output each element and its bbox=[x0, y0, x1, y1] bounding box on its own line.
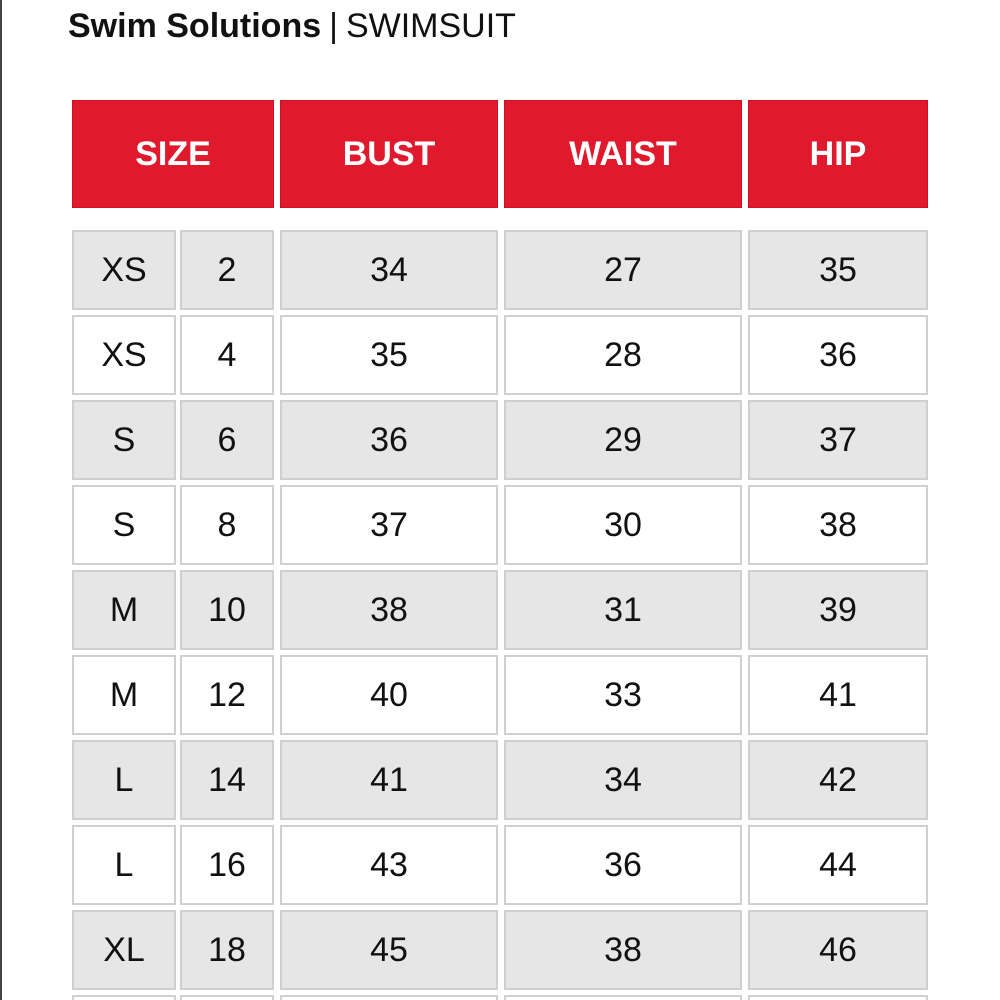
waist-cell: 30 bbox=[504, 485, 742, 565]
bust-cell: 34 bbox=[280, 230, 498, 310]
waist-cell: 29 bbox=[504, 400, 742, 480]
size-number-cell: 12 bbox=[180, 655, 274, 735]
column-header-size: SIZE bbox=[72, 100, 274, 208]
partial-cell bbox=[72, 995, 176, 1000]
bust-cell: 40 bbox=[280, 655, 498, 735]
partial-cell bbox=[748, 995, 928, 1000]
page-title bbox=[68, 4, 516, 48]
title-separator: | bbox=[329, 6, 338, 45]
table-row bbox=[72, 315, 932, 395]
table-row bbox=[72, 230, 932, 310]
column-header-hip: HIP bbox=[748, 100, 928, 208]
brand-name: Swim Solutions bbox=[68, 6, 322, 45]
bust-cell: 43 bbox=[280, 825, 498, 905]
size-letter-cell: M bbox=[72, 655, 176, 735]
size-letter-cell: XS bbox=[72, 315, 176, 395]
table-row bbox=[72, 570, 932, 650]
size-letter-cell: S bbox=[72, 485, 176, 565]
bust-cell: 38 bbox=[280, 570, 498, 650]
hip-cell: 36 bbox=[748, 315, 928, 395]
left-edge-line bbox=[0, 0, 2, 1000]
size-letter-cell: L bbox=[72, 740, 176, 820]
bust-cell: 41 bbox=[280, 740, 498, 820]
partial-cell bbox=[280, 995, 498, 1000]
size-number-cell: 6 bbox=[180, 400, 274, 480]
size-letter-cell: M bbox=[72, 570, 176, 650]
size-letter-cell: S bbox=[72, 400, 176, 480]
size-number-cell: 14 bbox=[180, 740, 274, 820]
table-row bbox=[72, 740, 932, 820]
size-number-cell: 4 bbox=[180, 315, 274, 395]
size-number-cell: 18 bbox=[180, 910, 274, 990]
table-row-partial bbox=[72, 995, 932, 1000]
table-row bbox=[72, 910, 932, 990]
waist-cell: 34 bbox=[504, 740, 742, 820]
column-header-waist: WAIST bbox=[504, 100, 742, 208]
product-type: SWIMSUIT bbox=[345, 6, 516, 45]
table-row bbox=[72, 400, 932, 480]
table-row bbox=[72, 485, 932, 565]
bust-cell: 36 bbox=[280, 400, 498, 480]
size-letter-cell: XL bbox=[72, 910, 176, 990]
size-number-cell: 8 bbox=[180, 485, 274, 565]
bust-cell: 37 bbox=[280, 485, 498, 565]
size-letter-cell: XS bbox=[72, 230, 176, 310]
hip-cell: 42 bbox=[748, 740, 928, 820]
bust-cell: 35 bbox=[280, 315, 498, 395]
partial-cell bbox=[504, 995, 742, 1000]
hip-cell: 35 bbox=[748, 230, 928, 310]
table-row bbox=[72, 655, 932, 735]
size-number-cell: 16 bbox=[180, 825, 274, 905]
size-letter-cell: L bbox=[72, 825, 176, 905]
table-row bbox=[72, 825, 932, 905]
hip-cell: 39 bbox=[748, 570, 928, 650]
waist-cell: 36 bbox=[504, 825, 742, 905]
hip-cell: 41 bbox=[748, 655, 928, 735]
hip-cell: 37 bbox=[748, 400, 928, 480]
hip-cell: 46 bbox=[748, 910, 928, 990]
waist-cell: 27 bbox=[504, 230, 742, 310]
waist-cell: 33 bbox=[504, 655, 742, 735]
hip-cell: 44 bbox=[748, 825, 928, 905]
size-number-cell: 2 bbox=[180, 230, 274, 310]
waist-cell: 31 bbox=[504, 570, 742, 650]
waist-cell: 38 bbox=[504, 910, 742, 990]
size-number-cell: 10 bbox=[180, 570, 274, 650]
column-header-bust: BUST bbox=[280, 100, 498, 208]
hip-cell: 38 bbox=[748, 485, 928, 565]
partial-cell bbox=[180, 995, 274, 1000]
bust-cell: 45 bbox=[280, 910, 498, 990]
waist-cell: 28 bbox=[504, 315, 742, 395]
